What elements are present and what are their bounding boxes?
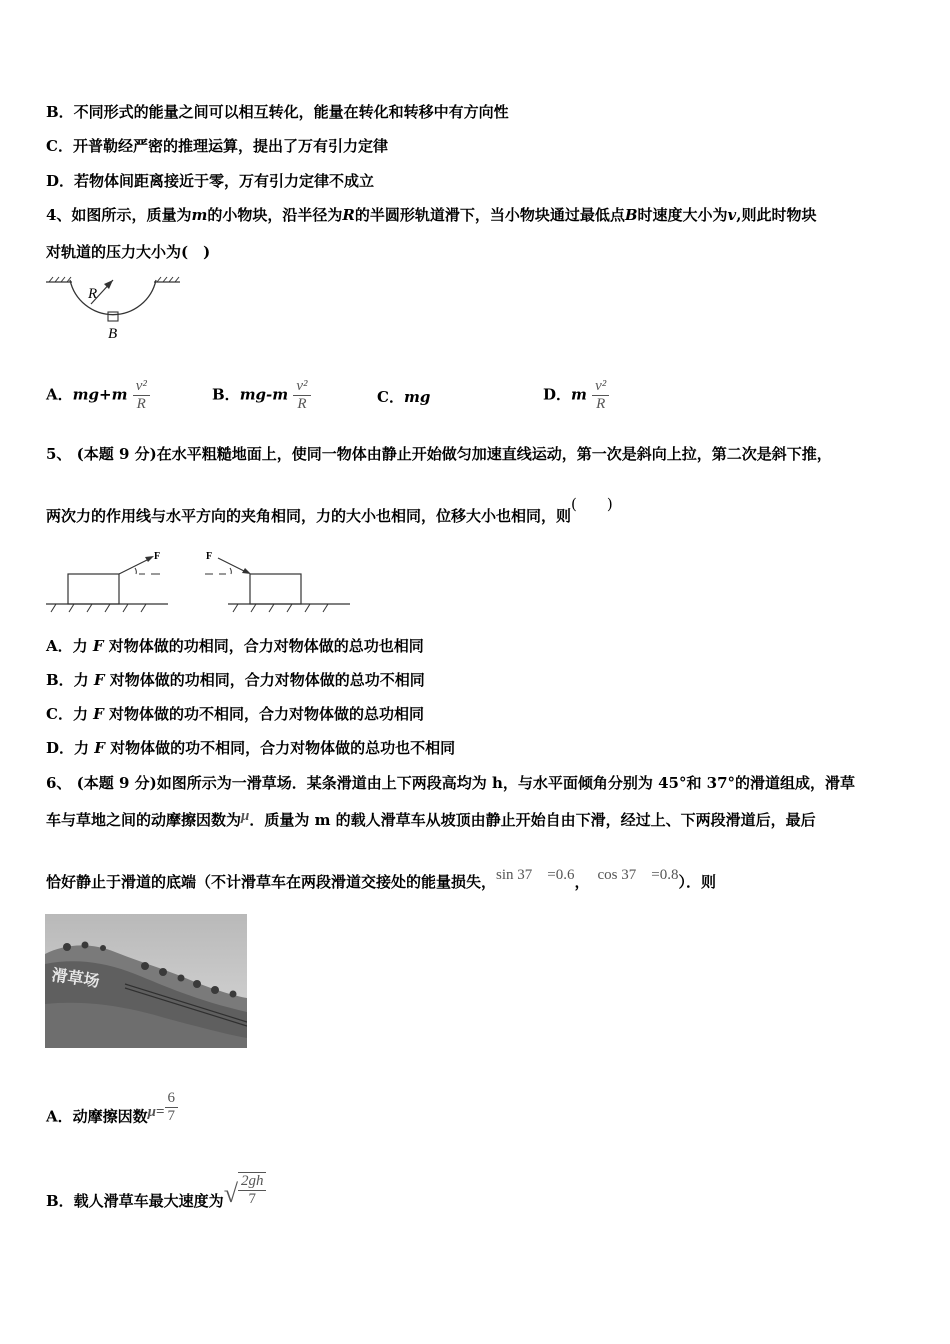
q4-semicircle-track-figure bbox=[44, 272, 184, 342]
q3-option-b: B．不同形式的能量之间可以相互转化，能量在转化和转移中有方向性 bbox=[46, 103, 509, 121]
q6-cos-value: cos 37 =0.8 bbox=[597, 867, 679, 883]
q5-stem-line2: 两次力的作用线与水平方向的夹角相同，力的大小也相同，位移大小也相同，则( ) bbox=[46, 495, 613, 525]
q4-figure-label-B: B bbox=[108, 326, 118, 342]
q6-stem-line3: 恰好静止于滑道的底端（不计滑草车在两段滑道交接处的能量损失，sin 37 =0.6， cos 37 =0.8）．则 bbox=[46, 867, 716, 891]
q5-stem-line1: 5、 (本题 9 分)在水平粗糙地面上，使同一物体由静止开始做匀加速直线运动，第一次是斜向上拉，第二次是斜下推， bbox=[46, 445, 832, 463]
sqrt-icon: √ bbox=[223, 1179, 238, 1208]
q5-option-b: B．力 F 对物体做的功相同，合力对物体做的总功不相同 bbox=[46, 671, 425, 689]
q6-grass-slide-photo bbox=[45, 914, 247, 1048]
q4-stem-line1: 4、如图所示，质量为m的小物块，沿半径为R的半圆形轨道滑下，当小物块通过最低点B时速度大小为v,则此时物块 bbox=[46, 206, 817, 224]
q6-stem-line1: 6、 (本题 9 分)如图所示为一滑草场．某条滑道由上下两段高均为 h，与水平面倾角分别为 45°和 37°的滑道组成，滑草 bbox=[46, 774, 856, 792]
q3-option-d: D．若物体间距离接近于零，万有引力定律不成立 bbox=[46, 172, 375, 190]
q6-mu-symbol: μ bbox=[241, 808, 250, 824]
q5-option-c: C．力 F 对物体做的功不相同，合力对物体做的总功相同 bbox=[46, 705, 425, 723]
q4-figure-label-R: R bbox=[88, 286, 98, 302]
q4-option-d: D．m $\frac{\text{v²}}{R}$ bbox=[543, 378, 609, 413]
q5-figure-label-F2: F bbox=[206, 551, 213, 562]
q4-option-b-fraction: $\frac{\text{v²}}{R}$ bbox=[293, 378, 310, 413]
q5-figure-label-F1: F bbox=[154, 551, 161, 562]
q5-force-diagram bbox=[44, 546, 354, 616]
q4-option-a-fraction: $\frac{\text{v²}}{R}$ bbox=[133, 378, 150, 413]
q5-option-a: A．力 F 对物体做的功相同，合力对物体做的总功也相同 bbox=[46, 637, 424, 655]
q4-option-c: C．mg bbox=[377, 388, 431, 406]
q5-answer-paren: ( ) bbox=[571, 495, 613, 513]
q4-stem-line2: 对轨道的压力大小为( ) bbox=[46, 243, 211, 261]
q6-option-b: B．载人滑草车最大速度为√ $\frac{2gh}{7}$ bbox=[46, 1184, 266, 1220]
q6-sin-value: sin 37 =0.6 bbox=[496, 867, 575, 883]
q4-option-b: B．mg-m $\frac{\text{v²}}{R}$ bbox=[212, 378, 311, 413]
q5-option-d: D．力 F 对物体做的功不相同，合力对物体做的总功也不相同 bbox=[46, 739, 456, 757]
q4-option-d-fraction: $\frac{\text{v²}}{R}$ bbox=[592, 378, 609, 413]
q6-option-a-fraction: $\frac{6}{7}$ bbox=[165, 1090, 179, 1125]
q4-option-a: A．mg+m $\frac{\text{v²}}{R}$ bbox=[46, 378, 150, 413]
q6-option-a: A．动摩擦因数μ= $\frac{6}{7}$ bbox=[46, 1100, 178, 1135]
q6-stem-line2: 车与草地之间的动摩擦因数为μ．质量为 m 的载人滑草车从坡顶由静止开始自由下滑，经过上、下两段滑道后，最后 bbox=[46, 808, 816, 829]
q3-option-c: C．开普勒经严密的推理运算，提出了万有引力定律 bbox=[46, 137, 388, 155]
q6-photo-sign-text: 滑草场 bbox=[50, 967, 101, 991]
q6-option-b-fraction: $\frac{2gh}{7}$ bbox=[238, 1172, 267, 1208]
